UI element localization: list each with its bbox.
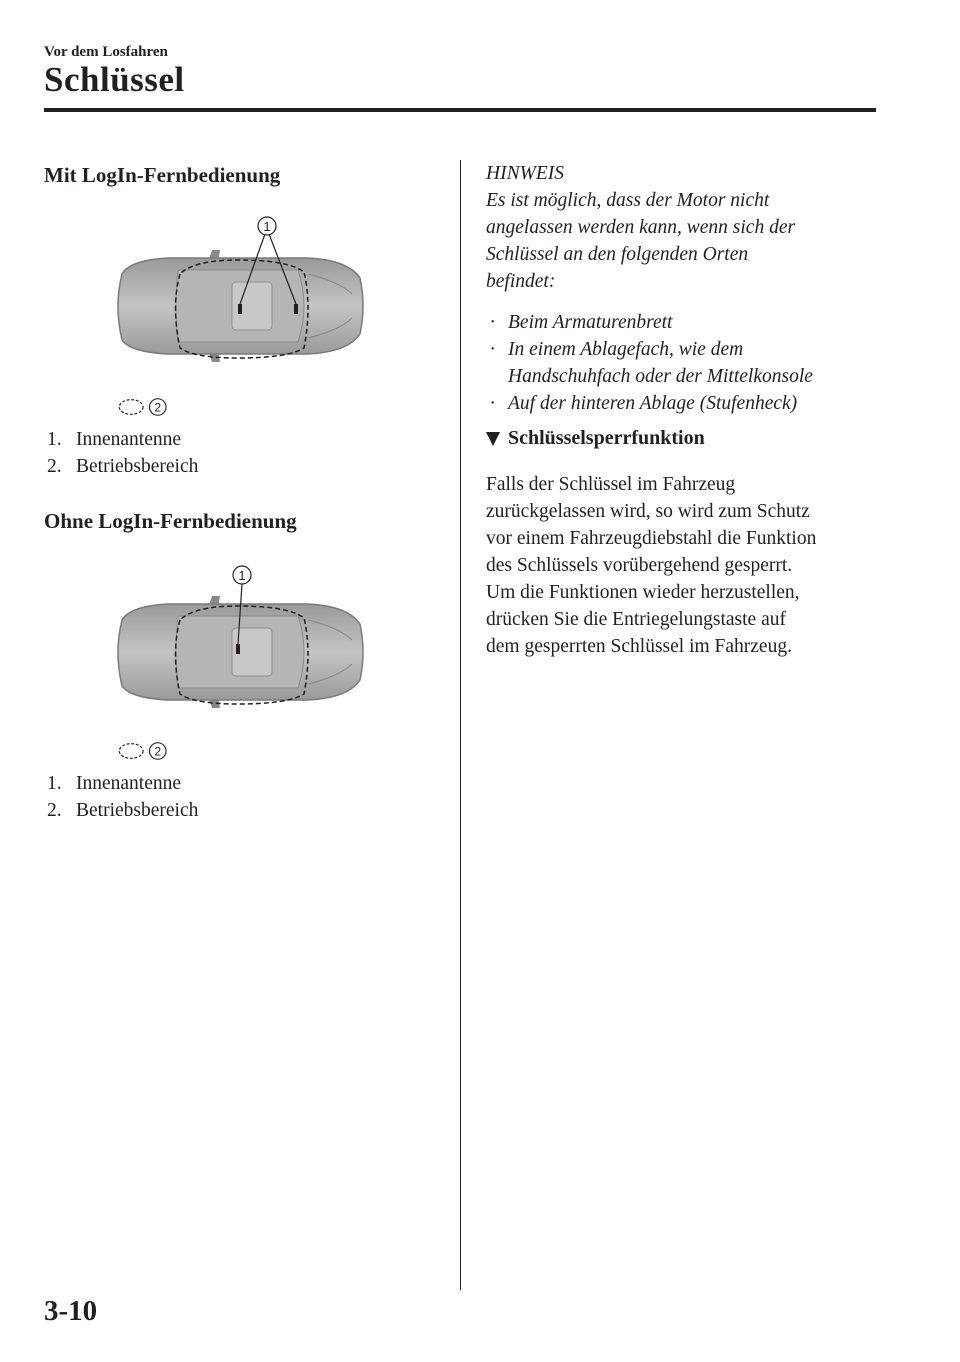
list-item-number: 1. <box>47 429 62 450</box>
bullet-text: Beim Armaturenbrett <box>508 312 673 333</box>
list-item-number: 2. <box>47 456 62 477</box>
list-item <box>47 426 198 453</box>
paragraph-line: dem gesperrten Schlüssel im Fahrzeug. <box>486 636 792 657</box>
callout-1-label: 1 <box>263 219 271 234</box>
list-item-number: 2. <box>47 800 62 821</box>
bullet-text: Handschuhfach oder der Mittelkonsole <box>508 366 813 387</box>
paragraph-line: drücken Sie die Entriegelungstaste auf <box>486 609 786 630</box>
antenna-marker <box>294 304 298 314</box>
note-line: Schlüssel an den folgenden Orten <box>486 244 749 265</box>
subsection-paragraph <box>486 471 881 660</box>
dashed-area-symbol <box>119 400 143 415</box>
note-line: angelassen werden kann, wenn sich der <box>486 217 796 238</box>
callout-2-label: 2 <box>154 400 162 415</box>
section-kicker: Vor dem Losfahren <box>44 44 168 60</box>
subsection-heading <box>486 427 705 450</box>
list-item-text: Innenantenne <box>76 429 182 450</box>
bullet-glyph: · <box>490 393 495 414</box>
bullet-text: In einem Ablagefach, wie dem <box>508 339 744 360</box>
note-line: befindet: <box>486 271 556 292</box>
list-item-text: Betriebsbereich <box>76 800 199 821</box>
list-item-number: 1. <box>47 773 62 794</box>
legend-operating-range <box>114 396 174 418</box>
callout-1-label: 1 <box>238 568 246 583</box>
callout-2-label: 2 <box>154 744 162 759</box>
paragraph-line: vor einem Fahrzeugdiebstahl die Funktion <box>486 528 817 549</box>
header-rule <box>44 108 876 112</box>
bullet-text: Auf der hinteren Ablage (Stufenheck) <box>508 393 798 414</box>
note-title: HINWEIS <box>486 163 564 184</box>
note-line: Es ist möglich, dass der Motor nicht <box>486 190 770 211</box>
bullet-item <box>486 390 866 417</box>
triangle-down-icon <box>486 432 500 446</box>
section-heading-with-login: Mit LogIn-Fernbedienung <box>44 163 281 187</box>
legend-list-without-login <box>47 770 198 824</box>
list-item <box>47 797 198 824</box>
bullet-glyph: · <box>490 312 495 333</box>
paragraph-line: Falls der Schlüssel im Fahrzeug <box>486 474 736 495</box>
section-heading-without-login: Ohne LogIn-Fernbedienung <box>44 509 297 533</box>
list-item-text: Betriebsbereich <box>76 456 199 477</box>
column-divider <box>460 160 461 1290</box>
antenna-marker <box>236 644 240 654</box>
page-number: 3-10 <box>44 1295 98 1327</box>
list-item <box>47 770 198 797</box>
bullet-item <box>486 336 866 390</box>
legend-list-with-login <box>47 426 198 480</box>
note-box <box>486 160 866 417</box>
paragraph-line: Um die Funktionen wieder herzustellen, <box>486 582 800 603</box>
paragraph-line: zurückgelassen wird, so wird zum Schutz <box>486 501 810 522</box>
dashed-area-symbol <box>119 744 143 759</box>
page-title: Schlüssel <box>44 60 185 99</box>
note-bullet-list <box>486 309 866 417</box>
subsection-heading-text: Schlüsselsperrfunktion <box>508 427 705 449</box>
bullet-glyph: · <box>490 339 495 360</box>
list-item <box>47 453 198 480</box>
bullet-item <box>486 309 866 336</box>
paragraph-line: des Schlüssels vorübergehend gesperrt. <box>486 555 793 576</box>
list-item-text: Innenantenne <box>76 773 182 794</box>
car-diagram-with-login <box>108 212 370 372</box>
car-diagram-without-login <box>108 558 370 718</box>
legend-operating-range <box>114 740 174 762</box>
antenna-marker <box>238 304 242 314</box>
